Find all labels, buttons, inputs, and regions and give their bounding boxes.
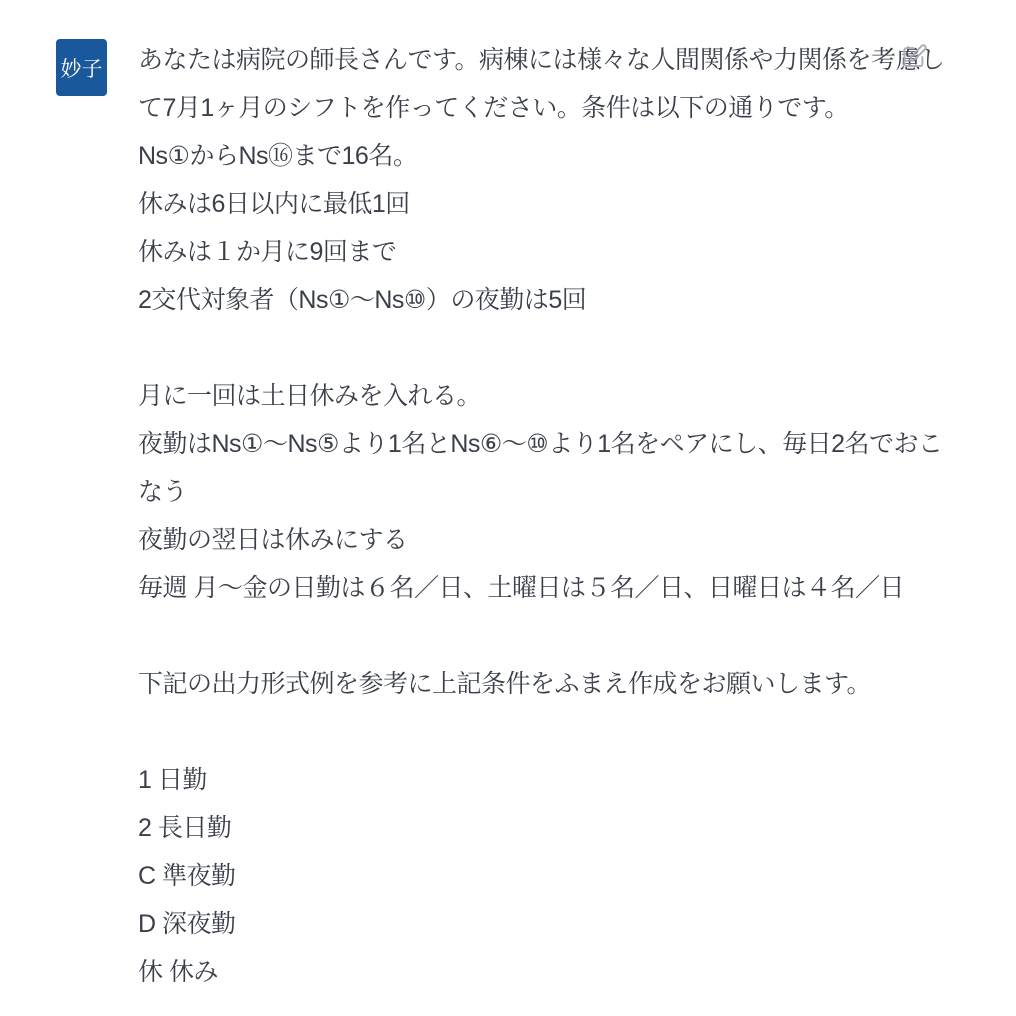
- message-line: 2 長日勤: [138, 814, 232, 842]
- message-line: 月に一回は土日休みを入れる。: [138, 382, 482, 410]
- message-text: [138, 36, 945, 996]
- edit-message-button[interactable]: [898, 42, 930, 74]
- message-line: あなたは病院の師長さんです。病棟には様々な人間関係や力関係を考慮し: [138, 46, 945, 74]
- avatar: 妙子: [56, 39, 107, 96]
- message-line: D 深夜勤: [138, 910, 236, 938]
- message-line: 休みは6日以内に最低1回: [138, 190, 410, 218]
- message-line: C 準夜勤: [138, 862, 236, 890]
- message-line: 2交代対象者（Ns①〜Ns⑩）の夜勤は5回: [138, 286, 587, 314]
- message-line: 夜勤の翌日は休みにする: [138, 526, 408, 554]
- message-line: 夜勤はNs①〜Ns⑤より1名とNs⑥〜⑩より1名をペアにし、毎日2名でおこ: [138, 430, 943, 458]
- pencil-square-icon: [901, 43, 928, 73]
- message-line: [138, 708, 898, 756]
- message-line: 1 日勤: [138, 766, 207, 794]
- message-line: [138, 324, 898, 372]
- message-line: て7月1ヶ月のシフトを作ってください。条件は以下の通りです。: [138, 94, 849, 122]
- message-line: 下記の出力形式例を参考に上記条件をふまえ作成をお願いします。: [138, 670, 872, 698]
- message-line: 毎週 月〜金の日勤は６名／日、土曜日は５名／日、日曜日は４名／日: [138, 574, 904, 602]
- message-line: 休みは１か月に9回まで: [138, 238, 397, 266]
- message-line: [138, 612, 898, 660]
- message-line: なう: [138, 478, 188, 506]
- message-line: 休 休み: [138, 958, 218, 986]
- message-line: Ns①からNs⑯まで16名。: [138, 142, 418, 170]
